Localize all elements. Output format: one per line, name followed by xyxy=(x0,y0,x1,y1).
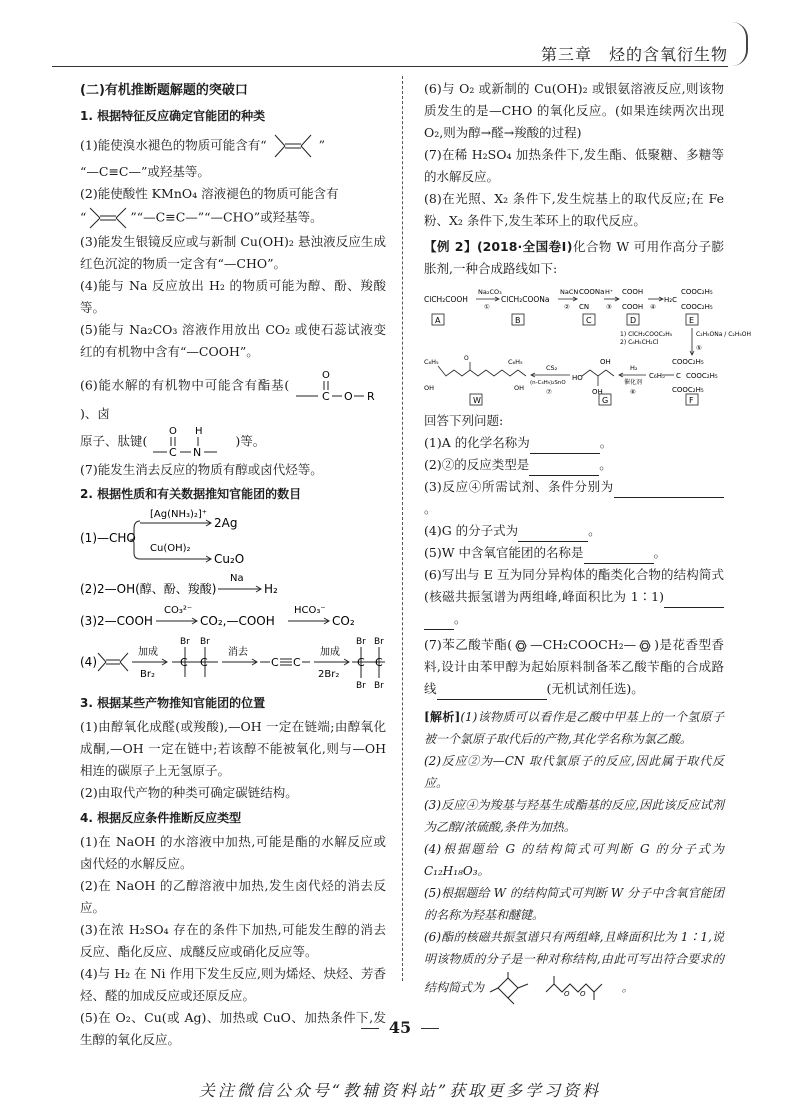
svg-text:N: N xyxy=(193,446,202,459)
header-rule xyxy=(52,66,728,67)
svg-text:2Br₂: 2Br₂ xyxy=(318,669,340,680)
svg-text:加成: 加成 xyxy=(138,647,158,658)
svg-text:④: ④ xyxy=(650,303,656,311)
svg-text:C: C xyxy=(200,656,208,669)
answer-prompt: 回答下列问题: xyxy=(424,413,504,428)
benzene-ring-icon xyxy=(512,638,530,654)
svg-text:OH: OH xyxy=(592,388,603,396)
svg-text:C: C xyxy=(375,656,383,669)
item-4-2: (2)在 NaOH 的乙醇溶液中加热,发生卤代烃的消去反应。 xyxy=(80,878,386,915)
svg-text:C₆H₅: C₆H₅ xyxy=(424,358,439,366)
solution-5: (5)根据题给 W 的结构简式可判断 W 分子中含氧官能团的名称为羟基和醚键。 xyxy=(424,886,724,922)
svg-text:HCO₃⁻: HCO₃⁻ xyxy=(294,605,326,616)
q2-answer-blank[interactable] xyxy=(529,461,599,476)
svg-text:W: W xyxy=(473,396,481,405)
svg-text:H⁺: H⁺ xyxy=(605,288,614,296)
svg-text:Br: Br xyxy=(200,637,210,647)
svg-text:H₂: H₂ xyxy=(630,364,638,372)
example-2-intro xyxy=(424,236,724,280)
svg-text:⑤: ⑤ xyxy=(696,344,702,352)
q1-answer-blank[interactable] xyxy=(530,439,600,454)
item-3-1: (1)由醇氧化成醛(或羧酸),—OH 一定在链端;由醇氧化成酮,—OH 一定在链中;若该醇不能被氧化,则与—OH 相连的碳原子上无氢原子。 xyxy=(80,719,386,778)
question-4: (4)G 的分子式为 。 xyxy=(424,520,724,542)
svg-text:CS₂: CS₂ xyxy=(546,364,558,372)
item-1-2: (2)能使酸性 KMnO₄ 溶液褪色的物质可能含有 xyxy=(80,186,339,201)
question-7: (7)苯乙酸苄酯( —CH₂COOCH₂— )是花香型香料,设计由苯甲醇为起始原料制备苯乙酸苄酯的合成路线 (无机试剂任选)。 xyxy=(424,634,724,700)
svg-text:①: ① xyxy=(484,303,490,311)
svg-text:③: ③ xyxy=(606,303,612,311)
example-tag: 【例 2】 xyxy=(424,239,477,254)
item-1-4: (4)能与 Na 反应放出 H₂ 的物质可能为醇、酚、羧酸等。 xyxy=(80,278,386,315)
alkene-structure-2 xyxy=(86,205,130,231)
item-1-1-cont: “—C≡C—”或羟基等。 xyxy=(80,164,210,179)
oh-reaction-scheme xyxy=(80,571,386,601)
example-source: (2018·全国卷Ⅰ) xyxy=(476,239,573,254)
svg-text:2Ag: 2Ag xyxy=(214,516,238,530)
svg-text:Br: Br xyxy=(356,637,366,647)
question-3: (3)反应④所需试剂、条件分别为。 xyxy=(424,476,724,520)
item-1-6-cont: 原子、肽键( O H C N )等。 xyxy=(80,426,266,459)
svg-text:COOC₂H₅: COOC₂H₅ xyxy=(686,372,718,380)
svg-text:Na₂CO₃: Na₂CO₃ xyxy=(478,288,502,296)
peptide-bond-structure xyxy=(151,425,231,459)
svg-text:加成: 加成 xyxy=(320,647,340,658)
subsection-4-heading: 4. 根据反应条件推断反应类型 xyxy=(80,811,242,825)
ester-group-structure xyxy=(294,369,386,403)
q6-answer-blank-cont[interactable] xyxy=(424,615,454,630)
question-2: (2)②的反应类型是 。 xyxy=(424,454,724,476)
svg-text:Cu(OH)₂: Cu(OH)₂ xyxy=(150,543,191,554)
svg-text:CN: CN xyxy=(579,303,590,311)
left-column xyxy=(80,78,386,1051)
subsection-1-heading: 1. 根据特征反应确定官能团的种类 xyxy=(80,109,266,123)
item-1-6: (6)能水解的有机物中可能含有酯基( O C O R )、卤 xyxy=(80,369,386,425)
item-1-7: (7)能发生消去反应的物质有醇或卤代烃等。 xyxy=(80,462,323,477)
svg-text:(2)2—OH(醇、酚、羧酸): (2)2—OH(醇、酚、羧酸) xyxy=(80,582,217,596)
svg-text:(3)2—COOH: (3)2—COOH xyxy=(80,614,153,628)
question-5: (5)W 中含氧官能团的名称是 。 xyxy=(424,542,724,564)
svg-text:O: O xyxy=(579,990,586,998)
svg-text:C: C xyxy=(169,446,178,459)
svg-text:O: O xyxy=(321,370,330,381)
q4-answer-blank[interactable] xyxy=(518,527,588,542)
svg-text:⑦: ⑦ xyxy=(546,388,552,396)
item-1-2-cont: “ ”“—C≡C—”“—CHO”或羟基等。 xyxy=(80,205,386,231)
svg-text:F: F xyxy=(689,396,694,405)
svg-text:NaCN: NaCN xyxy=(560,288,579,296)
item-4-3: (3)在浓 H₂SO₄ 存在的条件下加热,可能发生醇的消去反应、酯化反应、成醚反应或硝化反应等。 xyxy=(80,922,386,959)
svg-text:CO₂,—COOH: CO₂,—COOH xyxy=(200,614,275,628)
svg-text:O: O xyxy=(169,426,178,437)
svg-text:H₂: H₂ xyxy=(264,582,278,596)
svg-text:Na: Na xyxy=(230,573,244,584)
alkene-structure xyxy=(271,131,315,161)
svg-text:②: ② xyxy=(564,303,570,311)
item-4-7: (7)在稀 H₂SO₄ 加热条件下,发生酯、低聚糖、多糖等的水解反应。 xyxy=(424,147,724,184)
svg-text:C₆H₅: C₆H₅ xyxy=(649,372,665,380)
svg-text:催化剂: 催化剂 xyxy=(624,379,643,386)
footer-note: 关注微信公众号“教辅资料站”获取更多学习资料 xyxy=(198,1081,602,1100)
svg-text:(4): (4) xyxy=(80,655,97,669)
svg-text:消去: 消去 xyxy=(228,647,248,658)
subsection-3-heading: 3. 根据某些产物推知官能团的位置 xyxy=(80,696,266,710)
svg-text:C: C xyxy=(357,656,365,669)
svg-text:OH: OH xyxy=(424,384,435,392)
svg-text:H₂C: H₂C xyxy=(664,296,677,304)
q5-answer-blank[interactable] xyxy=(584,549,654,564)
svg-text:COOC₂H₅: COOC₂H₅ xyxy=(672,358,704,366)
cooh-reaction-scheme xyxy=(80,603,386,633)
svg-text:ClCH₂COONa: ClCH₂COONa xyxy=(501,295,550,304)
svg-text:ClCH₂COOH: ClCH₂COOH xyxy=(424,295,468,304)
svg-text:B: B xyxy=(515,316,521,325)
item-1-5: (5)能与 Na₂CO₃ 溶液作用放出 CO₂ 或使石蕊试液变红的有机物中含有“—COOH”。 xyxy=(80,322,386,359)
right-column xyxy=(424,78,751,1006)
solution-2: (2)反应②为—CN 取代氯原子的反应,因此属于取代反应。 xyxy=(424,754,724,790)
svg-text:COOC₂H₅: COOC₂H₅ xyxy=(681,288,713,296)
cho-reaction-scheme xyxy=(80,507,386,569)
svg-text:Br: Br xyxy=(356,681,366,691)
solution-3: (3)反应④为羧基与羟基生成酯基的反应,因此该反应试剂为乙醇/浓硫酸,条件为加热。 xyxy=(424,798,724,834)
page-number: 45 xyxy=(0,1018,800,1037)
svg-text:C: C xyxy=(180,656,188,669)
svg-text:1) ClCH₂COOC₂H₅: 1) ClCH₂COOC₂H₅ xyxy=(620,331,673,338)
item-3-2: (2)由取代产物的种类可确定碳链结构。 xyxy=(80,785,298,800)
solution-6: (6)酯的核磁共振氢谱只有两组峰,且峰面积比为 1∶1,说明该物质的分子是一种对称结构,由此可写出符合要求的结构简式为 O O 。 xyxy=(424,926,724,1006)
item-1-1: (1)能使溴水褪色的物质可能含有“ ” xyxy=(80,131,386,161)
svg-text:G: G xyxy=(602,396,609,405)
svg-text:Br₂: Br₂ xyxy=(140,669,155,680)
item-4-4: (4)与 H₂ 在 Ni 作用下发生反应,则为烯烃、炔烃、芳香烃、醛的加成反应或还原反应。 xyxy=(80,966,386,1003)
column-divider xyxy=(402,76,403,981)
page-header xyxy=(0,0,800,70)
svg-text:(n-C₄H₉)₂SnO: (n-C₄H₉)₂SnO xyxy=(530,380,566,386)
svg-text:COOC₂H₅: COOC₂H₅ xyxy=(681,303,713,311)
svg-text:O: O xyxy=(563,990,570,998)
svg-text:C: C xyxy=(321,390,330,403)
svg-text:O: O xyxy=(464,355,469,362)
section-title: (二)有机推断题解题的突破口 xyxy=(80,83,248,98)
item-4-5: (5)在 O₂、Cu(或 Ag)、加热或 CuO、加热条件下,发生醇的氧化反应。 xyxy=(80,1010,386,1047)
svg-text:H: H xyxy=(195,426,203,437)
solution-4: (4)根据题给 G 的结构简式可判断 G 的分子式为 C₁₂H₁₈O₃。 xyxy=(424,842,724,878)
svg-text:E: E xyxy=(689,316,695,325)
svg-text:⑥: ⑥ xyxy=(630,388,636,396)
svg-text:C: C xyxy=(676,372,681,380)
svg-text:(1)—CHO: (1)—CHO xyxy=(80,531,136,545)
svg-text:A: A xyxy=(435,316,441,325)
solution-block xyxy=(424,706,724,1006)
svg-text:C₆H₅: C₆H₅ xyxy=(508,358,523,366)
svg-text:COOH: COOH xyxy=(622,288,644,296)
svg-text:O: O xyxy=(343,390,353,403)
svg-text:C₂H₅ONa / C₂H₅OH: C₂H₅ONa / C₂H₅OH xyxy=(696,331,751,338)
svg-text:CO₃²⁻: CO₃²⁻ xyxy=(164,605,193,616)
svg-text:[Ag(NH₃)₂]⁺: [Ag(NH₃)₂]⁺ xyxy=(150,509,208,520)
ester-answer-structures xyxy=(488,970,618,1006)
q3-answer-blank[interactable] xyxy=(614,483,724,498)
svg-text:COONa: COONa xyxy=(579,288,605,296)
solution-1: [解析](1)该物质可以看作是乙酸中甲基上的一个氢原子被一个氯原子取代后的产物,其化学名称为氯乙酸。 xyxy=(424,710,725,746)
item-4-1: (1)在 NaOH 的水溶液中加热,可能是酯的水解反应或卤代烃的水解反应。 xyxy=(80,834,386,871)
svg-text:Br: Br xyxy=(180,637,190,647)
svg-text:2) C₆H₅CH₂Cl: 2) C₆H₅CH₂Cl xyxy=(620,339,659,346)
q6-answer-blank[interactable] xyxy=(664,593,724,608)
svg-text:D: D xyxy=(630,316,637,325)
subsection-2-heading: 2. 根据性质和有关数据推知官能团的数目 xyxy=(80,487,302,501)
header-curve xyxy=(732,22,748,66)
svg-text:HO: HO xyxy=(572,374,583,382)
alkene-bromination-scheme xyxy=(80,635,386,689)
svg-text:Cu₂O: Cu₂O xyxy=(214,552,245,566)
svg-text:R: R xyxy=(366,390,375,403)
svg-text:OH: OH xyxy=(514,384,525,392)
q7-answer-blank[interactable] xyxy=(437,685,547,700)
svg-text:Br: Br xyxy=(374,637,384,647)
question-6: (6)写出与 E 互为同分异构体的酯类化合物的结构简式(核磁共振氢谱为两组峰,峰面积比为 1∶1)。 xyxy=(424,564,724,630)
item-1-3: (3)能发生银镜反应或与新制 Cu(OH)₂ 悬浊液反应生成红色沉淀的物质一定含有“—CHO”。 xyxy=(80,234,386,271)
svg-text:OH: OH xyxy=(600,358,611,366)
svg-text:COOC₂H₅: COOC₂H₅ xyxy=(672,386,704,394)
chapter-title: 第三章 烃的含氧衍生物 xyxy=(540,45,728,64)
item-4-6: (6)与 O₂ 或新制的 Cu(OH)₂ 或银氨溶液反应,则该物质发生的是—CHO 的氧化反应。(如果连续两次出现 O₂,则为醇→醛→羧酸的过程) xyxy=(424,81,724,140)
benzene-ring-icon xyxy=(636,638,654,654)
svg-text:Br: Br xyxy=(374,681,384,691)
example-text: 化合物 W 可用作高分子膨胀剂,一种合成路线如下: xyxy=(424,239,724,276)
svg-text:C: C xyxy=(271,656,279,669)
svg-text:COOH: COOH xyxy=(622,303,644,311)
svg-text:C: C xyxy=(293,656,301,669)
svg-text:C: C xyxy=(586,316,592,325)
item-4-8: (8)在光照、X₂ 条件下,发生烷基上的取代反应;在 Fe 粉、X₂ 条件下,发生苯环上的取代反应。 xyxy=(424,191,724,228)
svg-text:CO₂: CO₂ xyxy=(332,614,355,628)
synthesis-route-scheme xyxy=(424,284,751,406)
question-1: (1)A 的化学名称为 。 xyxy=(424,432,724,454)
